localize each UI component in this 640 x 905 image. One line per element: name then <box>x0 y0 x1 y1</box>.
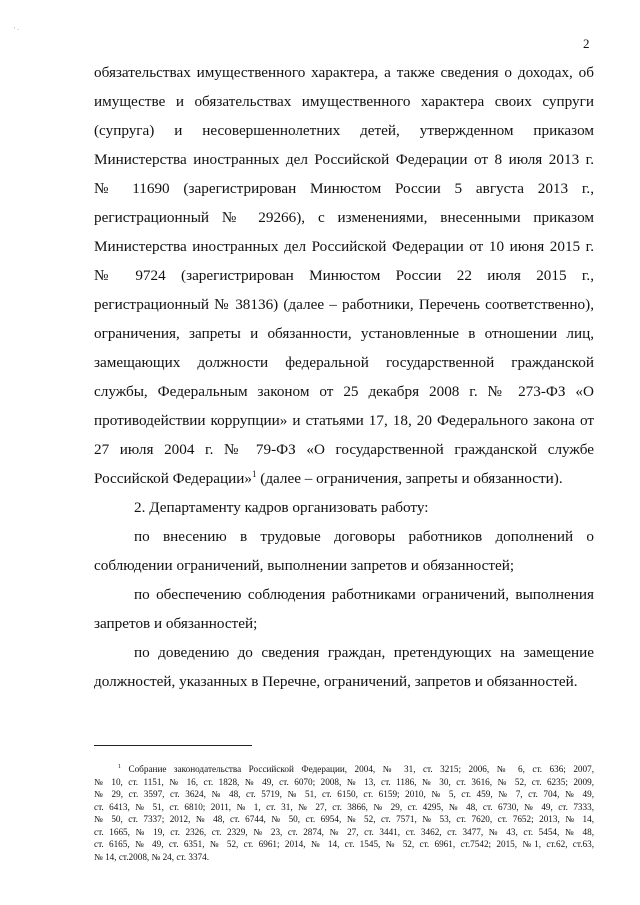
text-fragment: (далее – ограничения, запреты и обязанности). <box>256 470 563 487</box>
paragraph-line: соблюдении ограничений, выполнении запретов и обязанностей; <box>94 557 515 574</box>
footnote-line: № 10, ст. 1151, № 16, ст. 1828, № 49, ст. 6070; 2008, № 13, ст. 1186, № 30, ст. 3616, № 52, ст. 6235; 2009, <box>94 776 594 787</box>
text-line: № 11690 (зарегистрирован Минюстом России 5 августа 2013 г., <box>94 180 594 197</box>
body-text <box>94 58 594 696</box>
text-line: имуществе и обязательствах имущественного характера своих супруги <box>94 93 594 110</box>
paragraph-line: должностей, указанных в Перечне, ограничений, запретов и обязанностей. <box>94 673 578 690</box>
text-fragment: Российской Федерации» <box>94 470 252 487</box>
text-line-with-footnote <box>94 464 594 493</box>
text-line: службы, Федеральным законом от 25 декабря 2008 г. № 273-ФЗ «О <box>94 383 594 400</box>
footnote-line: ст. 1665, № 19, ст. 2326, ст. 2329, № 23, ст. 2874, № 27, ст. 3441, ст. 3462, ст. 3477, № 43, ст. 5454, № 48, <box>94 826 594 837</box>
text-line: замещающих должности федеральной государственной гражданской <box>94 354 594 371</box>
text-line: 27 июля 2004 г. № 79-ФЗ «О государственной гражданской службе <box>94 441 594 458</box>
footnote-text: Собрание законодательства Российской Федерации, 2004, № 31, ст. 3215; 2006, № 6, ст. 636; 2007, <box>121 764 594 774</box>
page-number: 2 <box>583 36 590 51</box>
paragraph-line: по доведению до сведения граждан, претендующих на замещение <box>134 644 594 661</box>
footnote-line <box>94 763 594 776</box>
text-line: (супруга) и несовершеннолетних детей, утвержденном приказом <box>94 122 594 139</box>
footnote-line: № 50, ст. 7337; 2012, № 48, ст. 6744, № 50, ст. 6954, № 52, ст. 7571, № 53, ст. 7620, ст. 7652; 2013, № 14, <box>94 814 594 824</box>
text-line: № 9724 (зарегистрирован Минюстом России 22 июля 2015 г., <box>94 267 594 284</box>
paragraph-line: по внесению в трудовые договоры работников дополнений о <box>134 528 594 545</box>
scan-artifact: ' · <box>14 26 20 34</box>
footnote-line: № 29, ст. 3597, ст. 3624, № 48, ст. 5719, № 51, ст. 6150, ст. 6159; 2010, № 5, ст. 459, № 7, ст. 704, № 49, <box>94 789 594 799</box>
footnote-mark: 1 <box>118 763 121 770</box>
paragraph-line: запретов и обязанностей; <box>94 615 258 632</box>
footnote-line: ст. 6165, № 49, ст. 6351, № 52, ст. 6961; 2014, № 14, ст. 1545, № 52, ст. 6961, ст.7542; 2015, №1, ст.62, ст.63, <box>94 839 594 849</box>
item-2-heading: 2. Департаменту кадров организовать работу: <box>134 499 429 516</box>
text-line: ограничения, запреты и обязанности, установленные в отношении лиц, <box>94 325 594 342</box>
paragraph-line: по обеспечению соблюдения работниками ограничений, выполнения <box>134 586 594 603</box>
text-line: регистрационный № 38136) (далее – работники, Перечень соответственно), <box>94 296 594 313</box>
footnote-line: ст. 6413, № 51, ст. 6810; 2011, № 1, ст. 31, № 27, ст. 3866, № 29, ст. 4295, № 48, ст. 6730, № 49, ст. 7333, <box>94 801 594 812</box>
text-line: обязательствах имущественного характера, а также сведения о доходах, об <box>94 64 594 81</box>
footnote-line: № 14, ст.2008, № 24, ст. 3374. <box>94 851 210 862</box>
footnote-reference[interactable]: 1 <box>251 468 257 479</box>
text-line: Министерства иностранных дел Российской Федерации от 10 июня 2015 г. <box>94 238 594 255</box>
text-line: регистрационный № 29266), с изменениями, внесенными приказом <box>94 209 594 226</box>
text-line: противодействии коррупции» и статьями 17, 18, 20 Федерального закона от <box>94 412 594 429</box>
footnote-separator <box>94 745 252 746</box>
text-line: Министерства иностранных дел Российской Федерации от 8 июля 2013 г. <box>94 151 594 168</box>
footnote <box>94 763 594 863</box>
